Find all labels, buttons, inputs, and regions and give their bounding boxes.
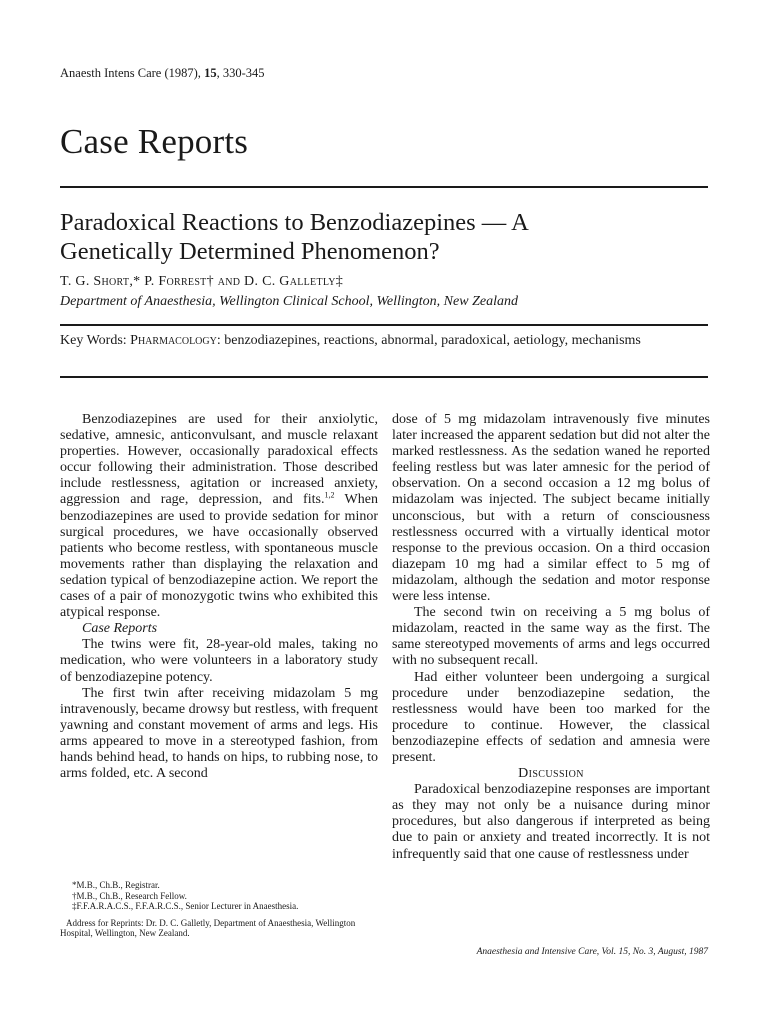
case-reports-heading: Case Reports (82, 621, 158, 637)
case-paragraph-4: The second twin on receiving a 5 mg bolus of midazolam, reacted in the same way as the first. The same stereotyped movements of arms and legs occurred with no subsequent recall. (392, 605, 710, 669)
article-title-line-2: Genetically Determined Phenomenon? (60, 238, 440, 265)
reference-marker: 1,2 (324, 490, 335, 500)
keywords-category: Pharmacology: (130, 333, 221, 348)
citation-volume: 15 (204, 66, 217, 80)
author-list: T. G. Short,* P. Forrest† and D. C. Galletly‡ (60, 274, 344, 289)
footnotes (60, 880, 380, 939)
keywords-top-divider (60, 324, 708, 326)
discussion-heading: Discussion (518, 766, 584, 782)
intro-text-a: Benzodiazepines are used for their anxiolytic, sedative, amnesic, anticonvulsant, and muscle relaxant properties. However, occasionally paradoxical effects occur following their administration. Those described include restlessness, agitation or increased anxiety, aggression and rage, depression, and fits. (60, 412, 378, 508)
article-title-line-1: Paradoxical Reactions to Benzodiazepines — A (60, 209, 529, 236)
case-paragraph-1: The twins were fit, 28-year-old males, taking no medication, who were volunteers in a laboratory study of benzodiazepine potency. (60, 637, 378, 685)
keywords-label: Key Words: (60, 333, 131, 348)
body-column-right (392, 412, 710, 863)
journal-citation (60, 66, 264, 81)
citation-prefix: Anaesth Intens Care (1987), (60, 66, 205, 80)
discussion-paragraph-1: Paradoxical benzodiazepine responses are important as they may not only be a nuisance during minor procedures, but also dangerous if interpreted as being due to pain or anxiety and treated incorrectly. It is not infrequently said that one cause of restlessness under (392, 782, 710, 862)
case-paragraph-3: dose of 5 mg midazolam intravenously five minutes later increased the apparent sedation but did not alter the marked restlessness. As the sedation waned he reported feeling restless but was later amnesic for the period of observation. On a second occasion a 12 mg bolus of midazolam was injected. The subject became initially unconscious, but with a return of consciousness restlessness occurred with a virtually identical motor response to the previous occasion. On a third occasion diazepam 10 mg had a similar effect to 5 mg of midazolam, although the sedation and motor response were less intense. (392, 412, 710, 605)
intro-text-b: When benzodiazepines are used to provide sedation for minor surgical procedures, we have occasionally observed patients who become restless, with spontaneous muscle movements rather than displaying the relaxation and sedation typical of benzodiazepine action. We report the cases of a pair of monozygotic twins who exhibited this atypical response. (60, 492, 378, 621)
author-affiliation: Department of Anaesthesia, Wellington Clinical School, Wellington, New Zealand (60, 294, 518, 309)
case-paragraph-2: The first twin after receiving midazolam 5 mg intravenously, became drowsy but restless, with frequent yawning and constant movement of arms and legs. His arms appeared to move in a stereotyped fashion, from hands behind head, to hands on hips, to rubbing nose, to arms folded, etc. A second (60, 685, 378, 782)
section-divider (60, 186, 708, 188)
keywords-bottom-divider (60, 376, 708, 378)
intro-paragraph (60, 412, 378, 621)
reprint-address: Address for Reprints: Dr. D. C. Galletly, Department of Anaesthesia, Wellington Hospital, Wellington, New Zealand. (60, 917, 356, 938)
keywords (60, 332, 710, 349)
journal-footer: Anaesthesia and Intensive Care, Vol. 15, No. 3, August, 1987 (476, 947, 708, 957)
footnote-1: *M.B., Ch.B., Registrar. (72, 880, 160, 890)
keywords-text: benzodiazepines, reactions, abnormal, paradoxical, aetiology, mechanisms (220, 333, 641, 348)
case-paragraph-5: Had either volunteer been undergoing a surgical procedure under benzodiazepine sedation, the restlessness would have been too marked for the procedure to continue. However, the classical benzodiazepine effects of sedation and amnesia were present. (392, 669, 710, 765)
article-title (60, 208, 720, 266)
body-column-left (60, 412, 378, 782)
footnote-2: †M.B., Ch.B., Research Fellow. (72, 890, 187, 901)
footnote-3: ‡F.F.A.R.A.C.S., F.F.A.R.C.S., Senior Lecturer in Anaesthesia. (72, 901, 299, 911)
section-title: Case Reports (60, 122, 249, 161)
citation-pages: , 330-345 (216, 66, 265, 80)
